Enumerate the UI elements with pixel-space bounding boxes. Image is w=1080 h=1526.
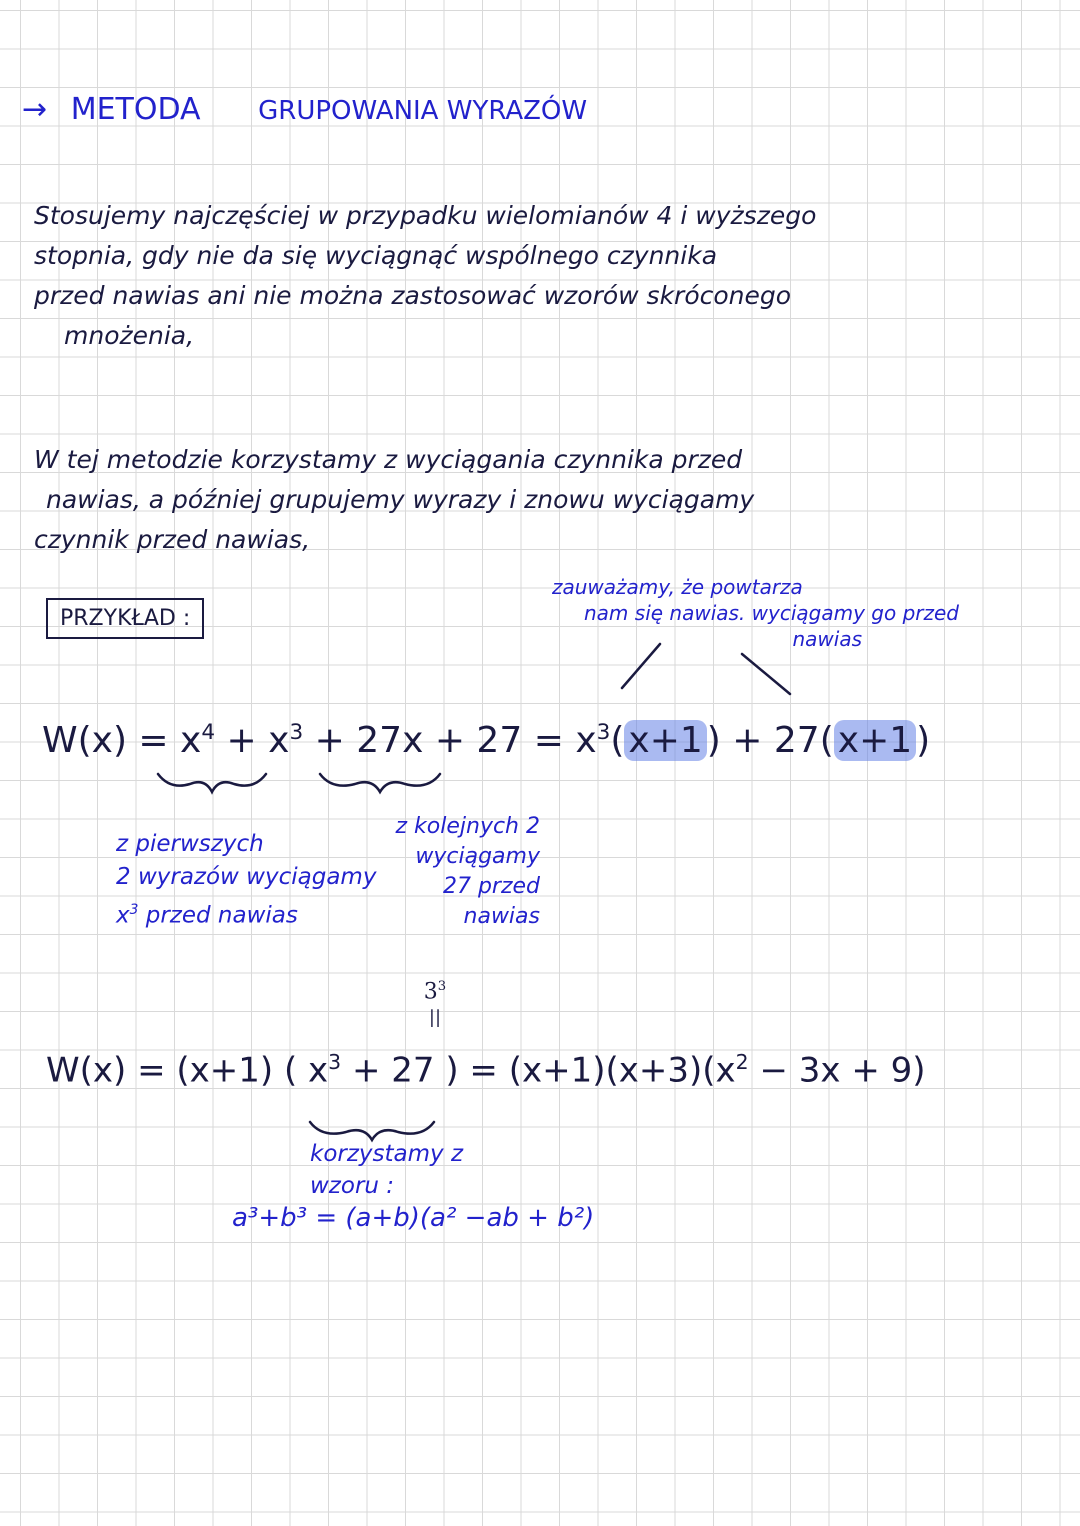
underbrace-first-two [158,774,266,792]
eq1-factor1: x [575,720,597,761]
note-left-x: x [116,902,130,929]
eq2-result-2: (x+3) [605,1050,703,1091]
note-cube [420,976,450,1029]
note-mid-line2: wyciągamy [415,844,540,869]
note-cube-base: 3 [423,979,438,1005]
arrow-icon: → [22,92,48,127]
eq1-term2: + x [215,720,290,761]
note-left-line1: z pierwszych [116,831,264,857]
note-mid-line3: 27 przed [442,874,540,899]
paragraph-1-line4: mnożenia, [64,321,195,350]
underbrace-next-two [320,774,440,792]
eq1-term1-exp: 4 [201,720,216,745]
eq1-highlight-2: x+1 [834,720,916,761]
note-left-x-exp: 3 [129,902,139,918]
equation-1: $W(x) = x^4 + x^3 + 27x + 27 = x^3$( x+1 ) + 27( x+1 ) [42,720,931,761]
paragraph-1-line1: Stosujemy najczęściej w przypadku wielomianów 4 i wyższego [34,201,817,230]
arrow-right-line [742,654,790,694]
note-left-line2: 2 wyrazów wyciągamy [116,864,377,890]
eq1-plus: + [720,720,774,761]
paragraph-2-line1: W tej metodzie korzystamy z wyciągania czynnika przed [34,445,743,474]
paragraph-2 [34,440,754,560]
heading [22,92,587,127]
eq1-factor2: 27 [773,720,820,761]
heading-word1: METODA [70,92,201,127]
note-first-two [116,828,376,933]
note-left-line3 [116,894,376,933]
note-mid-line4: nawias [463,904,540,929]
paragraph-2-line3: czynnik przed nawias, [34,525,311,554]
note-top-line1: zauważamy, że powtarza [552,575,803,599]
note-bottom-line2: wzoru : [310,1173,395,1199]
eq2-result-3a: (x [702,1050,736,1091]
note-top-line2: nam się nawias. wyciągamy go przed [584,601,959,625]
paragraph-1-line3: przed nawias ani nie można zastosować wzorów skróconego [34,281,792,310]
eq1-term1: x [180,720,202,761]
equation-2 [46,1050,926,1090]
note-cube-exp: 3 [437,979,447,994]
note-bottom-line1: korzystamy z [310,1141,464,1167]
eq1-factor1-exp: 3 [596,720,611,745]
eq1-term2-exp: 3 [289,720,304,745]
example-label-text: PRZYKŁAD : [60,606,191,631]
note-left-rest: przed nawias [138,902,298,929]
eq1-lhs: W(x) = [42,720,181,761]
note-cube-eqsign: || [428,1007,442,1029]
note-mid-line1: z kolejnych 2 [395,814,540,839]
eq1-highlight-1: x+1 [624,720,706,761]
note-next-two [340,812,540,932]
note-formula [232,1138,594,1234]
eq2-lhs: W(x) = [46,1050,177,1091]
eq2-x-exp: 3 [328,1050,342,1074]
example-label [46,598,204,639]
eq2-factor-x-plus-1: (x+1) [176,1050,274,1091]
eq1-equals: = [522,720,576,761]
note-bottom-formula: a³+b³ = (a+b)(a² −ab + b²) [232,1203,595,1233]
eq1-term3: + 27x + 27 [303,720,523,761]
eq2-plus-27: + 27 ) [341,1050,459,1091]
note-top-line3: nawias [792,627,862,651]
paragraph-1 [34,196,816,356]
eq2-bracket-open: ( [283,1050,309,1091]
note-cube-value [420,976,450,1003]
eq2-x: x [308,1050,329,1091]
heading-word2: GRUPOWANIA WYRAZÓW [258,96,588,126]
note-repeat-bracket [552,574,1022,652]
paragraph-2-line2: nawias, a później grupujemy wyrazy i znowu wyciągamy [46,485,755,514]
paragraph-1-line2: stopnia, gdy nie da się wyciągnąć wspólnego czynnika [34,241,718,270]
eq2-result-3-exp: 2 [735,1050,749,1074]
eq2-result-3b: − 3x + 9) [748,1050,926,1091]
eq2-result-1: (x+1) [508,1050,606,1091]
eq2-equals: = [458,1050,509,1091]
